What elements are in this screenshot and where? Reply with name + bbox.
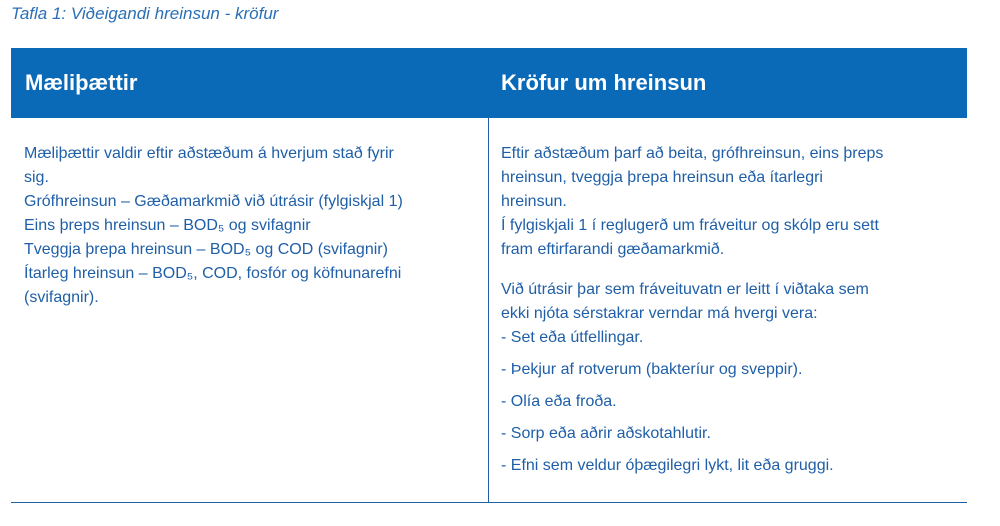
- table-header-row: [11, 48, 967, 118]
- list-item: - Efni sem veldur óþægilegri lykt, lit eða gruggi.: [501, 457, 834, 474]
- text-line: Eins þreps hreinsun – BOD₅ og svifagnir: [24, 217, 311, 234]
- text-line: Ítarleg hreinsun – BOD₅, COD, fosfór og köfnunarefni: [24, 265, 402, 282]
- list-item: - Set eða útfellingar.: [501, 329, 644, 346]
- text-line: hreinsun, tveggja þrepa hreinsun eða ítarlegri: [501, 169, 823, 186]
- list-item: - Þekjur af rotverum (bakteríur og sveppir).: [501, 361, 803, 378]
- text-line: Við útrásir þar sem fráveituvatn er leitt í viðtaka sem: [501, 281, 869, 298]
- text-line: Eftir aðstæðum þarf að beita, grófhreinsun, eins þreps: [501, 145, 884, 162]
- text-line: ekki njóta sérstakrar verndar má hvergi vera:: [501, 305, 818, 322]
- text-line: (svifagnir).: [24, 289, 99, 306]
- text-line: Tveggja þrepa hreinsun – BOD₅ og COD (svifagnir): [24, 241, 388, 258]
- text-line: hreinsun.: [501, 193, 567, 210]
- header-requirements: Kröfur um hreinsun: [501, 70, 707, 95]
- header-parameters: Mæliþættir: [25, 70, 138, 95]
- text-line: Grófhreinsun – Gæðamarkmið við útrásir (fylgiskjal 1): [24, 193, 403, 210]
- text-line: Mæliþættir valdir eftir aðstæðum á hverjum stað fyrir: [24, 145, 394, 162]
- table-caption: Tafla 1: Viðeigandi hreinsun - kröfur: [11, 4, 279, 23]
- text-line: fram eftirfarandi gæðamarkmið.: [501, 241, 725, 258]
- parameters-cell: [24, 142, 464, 310]
- table-bottom-rule: [11, 502, 967, 503]
- text-line: Í fylgiskjali 1 í reglugerð um fráveitur og skólp eru sett: [501, 217, 879, 234]
- column-divider: [488, 118, 489, 503]
- list-item: - Olía eða froða.: [501, 393, 617, 410]
- requirements-table: [11, 48, 967, 503]
- text-line: sig.: [24, 169, 49, 186]
- list-item: - Sorp eða aðrir aðskotahlutir.: [501, 425, 711, 442]
- requirements-cell: [501, 142, 951, 486]
